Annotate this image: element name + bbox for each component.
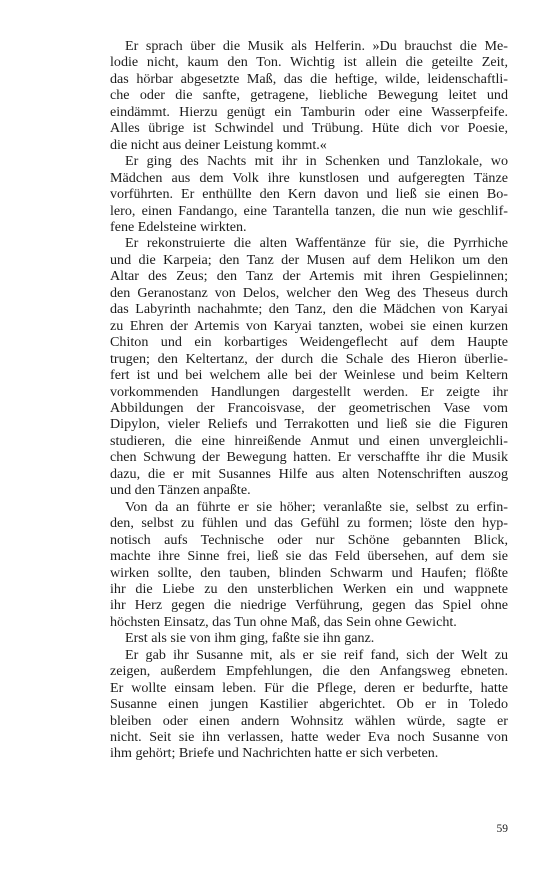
- text-line: den, selbst zu fühlen und das Gefühl zu formen; löste den hyp-: [110, 515, 508, 532]
- text-line: Erst als sie von ihm ging, faßte sie ihn ganz.: [125, 630, 375, 647]
- text-line: chen Schwung der Bewegung hatten. Er verschaffte ihr die Musik: [110, 449, 508, 466]
- text-line: Dipylon, vieler Reliefs und Terrakotten und ließ sie die Figuren: [110, 416, 508, 433]
- text-line: Altar des Zeus; den Tanz der Artemis mit ihren Gespielinnen;: [110, 268, 508, 285]
- text-line: vorführten. Er enthüllte den Kern davon und ließ sie einen Bo-: [110, 186, 508, 203]
- text-line: eindämmt. Hierzu genügt ein Tamburin oder eine Wasserpfeife.: [110, 103, 508, 120]
- text-line: fert ist und bei welchem alle bei der Weinlese und beim Keltern: [110, 367, 508, 384]
- text-line: Mädchen aus dem Volk ihre kunstlosen und aufgeregten Tänze: [110, 169, 508, 186]
- text-line: die nicht aus deiner Leistung kommt.«: [110, 136, 327, 153]
- text-line: vorkommenden Handlungen dargestellt werden. Er zeigte ihr: [110, 383, 508, 400]
- text-line: Susanne einen jungen Kastilier abgerichtet. Ob er in Toledo: [110, 696, 508, 713]
- text-line: ihr die Liebe zu den unsterblichen Werken ein und wappnete: [110, 580, 508, 597]
- page-number: 59: [496, 823, 508, 835]
- text-body: [110, 38, 508, 762]
- text-line: wirken sollte, den tauben, blinden Schwarm und Haufen; flößte: [110, 564, 508, 581]
- text-line: ihr Herz gegen die niedrige Verführung, gegen das Spiel ohne: [110, 597, 508, 614]
- text-line: Er rekonstruierte die alten Waffentänze für sie, die Pyrrhiche: [125, 235, 508, 252]
- text-line: che oder die sanfte, getragene, liebliche Bewegung leitet und: [110, 87, 508, 104]
- text-line: fene Edelsteine wirkten.: [110, 218, 247, 235]
- text-line: Chiton und ein korbartiges Weidengeflecht auf dem Haupte: [110, 334, 508, 351]
- text-line: und die Karpeia; den Tanz der Musen auf dem Helikon um den: [110, 251, 508, 268]
- text-line: Er sprach über die Musik als Helferin. »Du brauchst die Me-: [125, 38, 508, 54]
- text-line: das Labyrinth nachahmte; den Tanz, den die Mädchen von Karyai: [110, 301, 508, 318]
- text-line: nicht. Seit sie ihn verlassen, hatte weder Eva noch Susanne von: [110, 729, 508, 746]
- paragraph: [110, 235, 508, 498]
- paragraph: [110, 38, 508, 153]
- text-line: bleiben oder einen andern Wohnsitz wählen würde, sagte er: [110, 712, 508, 729]
- text-line: das hörbar abgesetzte Maß, das die heftige, wilde, leidenschaftli-: [110, 70, 508, 87]
- text-line: Abbildungen der Francoisvase, der geometrischen Vase vom: [110, 399, 508, 416]
- text-line: Er wollte einsam leben. Für die Pflege, deren er bedurfte, hatte: [110, 679, 508, 696]
- paragraph: [110, 153, 508, 235]
- text-line: höchsten Einsatz, das Tun ohne Maß, das Sein ohne Gewicht.: [110, 613, 457, 630]
- text-line: Von da an führte er sie höher; veranlaßte sie, selbst zu erfin-: [125, 498, 508, 515]
- text-line: dazu, die er mit Susannes Hilfe aus alten Notenschriften auszog: [110, 465, 508, 482]
- paragraph: [110, 630, 508, 646]
- text-line: Er gab ihr Susanne mit, als er sie reif fand, sich der Welt zu: [125, 646, 508, 663]
- text-line: lodie nicht, kaum den Ton. Wichtig ist allein die geteilte Zeit,: [110, 54, 508, 71]
- paragraph: [110, 647, 508, 762]
- text-line: Er ging des Nachts mit ihr in Schenken und Tanzlokale, wo: [125, 153, 508, 170]
- text-line: trugen; den Keltertanz, der durch die Schale des Hieron überlie-: [110, 350, 508, 367]
- text-line: ihm gehört; Briefe und Nachrichten hatte er sich verbeten.: [110, 745, 439, 762]
- text-line: den Geranostanz von Delos, welcher den Weg des Theseus durch: [110, 284, 508, 301]
- text-line: notisch aufs Technische oder nur Schöne gebannten Blick,: [110, 531, 508, 548]
- text-line: studieren, die eine hinreißende Anmut und einen unvergleichli-: [110, 432, 508, 449]
- text-line: lero, einen Fandango, eine Tarantella tanzen, die nun wie geschlif-: [110, 202, 508, 219]
- text-line: zu Ehren der Artemis von Karyai tanzten, wobei sie einen kurzen: [110, 317, 508, 334]
- text-line: machte ihre Sinne frei, ließ sie das Feld übersehen, auf dem sie: [110, 548, 508, 565]
- text-line: Alles übrige ist Schwindel und Trübung. Hüte dich vor Poesie,: [110, 120, 508, 137]
- text-line: zeigen, außerdem Empfehlungen, die den Anfangsweg ebneten.: [110, 663, 508, 680]
- text-line: und den Tänzen anpaßte.: [110, 482, 251, 499]
- paragraph: [110, 499, 508, 631]
